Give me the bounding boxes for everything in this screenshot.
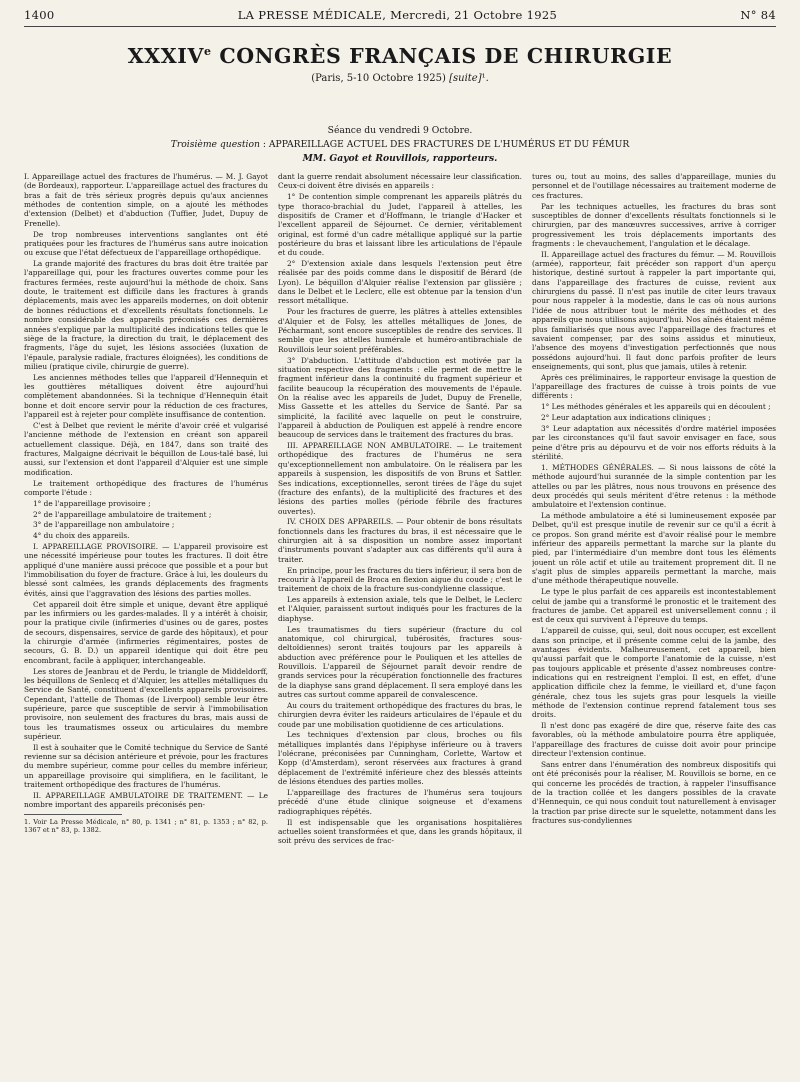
paragraph: 1° Les méthodes générales et les appareils qui en découlent ; (541, 402, 771, 412)
paragraph: 2° de l'appareillage ambulatoire de traitement ; (33, 509, 212, 519)
journal-title: LA PRESSE MÉDICALE, Mercredi, 21 Octobre 1925 (237, 8, 558, 22)
paragraph: 1. MÉTHODES GÉNÉRALES. — Si nous laissons de côté la méthode aujourd'hui surannée de la simple contention par les attelles ou par les plâtres, nous nous trouvons en présence des deux procédés qui seuls méritent d'être retenus : la méthode ambulatoire et l'extension continue. (532, 462, 776, 510)
paragraph: 3° de l'appareillage non ambulatoire ; (33, 520, 175, 530)
paragraph: L'appareil de cuisse, qui, seul, doit nous occuper, est excellent dans son principe, et il présente comme celui de la jambe, des avantages évidents. Malheureusement, cet appareil, bien qu'aussi parfait que le comporte l'anatomie de la cuisse, n'est pas toujours applicable et présente d'assez nombreuses contre-indications qui en restreignent l'emploi. Il est, en effet, d'une application difficile chez la femme, le vieillard et, d'une façon générale, chez tous les sujets gras pour lesquels la vieille méthode de l'extension continue reprend fatalement tous ses droits. (532, 626, 776, 720)
paragraph: 3° D'abduction. L'attitude d'abduction est motivée par la situation respective des fragments : elle permet de mettre le fragment inférieur dans la continuité du fragment supérieur et facilite beaucoup la récupération des mouvements de l'épaule. On la réalise avec les appareils de Judet, Dupuy de Frenelle, Miss Gassette et les attelles du Service de Santé. Par sa simplicité, la facilité avec laquelle on peut le construire, l'appareil à abduction de Pouliquen est appelé à rendre encore beaucoup de services dans le traitement des fractures du bras. (278, 355, 522, 440)
paragraph: Le traitement orthopédique des fractures de l'humérus comporte l'étude : (24, 478, 268, 497)
column-3 (532, 172, 776, 1072)
paragraph: dant la guerre rendait absolument nécessaire leur classification. Ceux-ci doivent être divisés en appareils : (278, 172, 522, 191)
paragraph: Sans entrer dans l'énumération des nombreux dispositifs qui ont été préconisés pour la réaliser, M. Rouvillois se borne, en ce qui concerne les procédés de traction, à rappeler l'insuffisance de la traction collée et les dangers possibles de la cravate d'Hennequin, ce qui nous conduit tout naturellement à envisager la traction par prise directe sur le squelette, notamment dans les fractures sus-condyliennes (532, 759, 776, 826)
session-rapporteurs: MM. Gayot et Rouvillois, rapporteurs. (302, 153, 498, 164)
paragraph: Au cours du traitement orthopédique des fractures du bras, le chirurgien devra éviter les raideurs articulaires de l'épaule et du coude par une mobilisation quotidienne de ces articulations. (278, 700, 522, 729)
paragraph: 1° de l'appareillage provisoire ; (33, 498, 151, 508)
paragraph: C'est à Delbet que revient le mérite d'avoir créé et vulgarisé l'ancienne méthode de l'extension en créant son appareil actuellement classique. Déjà, en 1847, dans son traité des fractures, Malgaigne décrivait le béquillon de Lous-talé basé, lui aussi, sur l'extension et dont l'appareil d'Alquier est une simple modification. (24, 420, 268, 477)
paragraph: Il est à souhaiter que le Comité technique du Service de Santé revienne sur sa décision antérieure et prévoie, pour les fractures du membre supérieur, comme pour celles du membre inférieur, un appareillage provisoire qui simplifiera, en le facilitant, le traitement orthopédique des fractures de l'humérus. (24, 742, 268, 790)
paragraph: Après ces préliminaires, le rapporteur envisage la question de l'appareillage des fractures de cuisse à trois points de vue différents : (532, 372, 776, 401)
paragraph: Les appareils à extension axiale, tels que le Delbet, le Leclerc et l'Alquier, paraissent surtout indiqués pour les fractures de la diaphyse. (278, 595, 522, 623)
article-columns (24, 172, 776, 1072)
paragraph: IV. CHOIX DES APPAREILS. — Pour obtenir de bons résultats fonctionnels dans les fractures du bras, il est nécessaire que le chirurgien ait à sa disposition un nombre assez important d'instruments pouvant s'adapter aux cas différents qu'il aura à traiter. (278, 517, 522, 564)
paragraph: 1° De contention simple comprenant les appareils plâtrés du type thoraco-brachial du Judet, l'appareil à attelles, les dispositifs de Cramer et d'Hoffmann, le triangle d'Hacker et l'excellent appareil de Séjournet. Ce dernier, véritablement original, est formé d'un cadre métallique appliqué sur la partie postérieure du bras et laissant libre les articulations de l'épaule et du coude. (278, 192, 522, 258)
paragraph: En principe, pour les fractures du tiers inférieur, il sera bon de recourir à l'appareil de Broca en flexion aigue du coude ; c'est le traitement de choix de la fracture sus-condylienne classique. (278, 565, 522, 594)
footnote-rule (24, 814, 122, 815)
running-head (24, 8, 776, 27)
session-question: Troisième question : APPAREILLAGE ACTUEL DES FRACTURES DE L'HUMÉRUS ET DU FÉMUR (170, 139, 630, 150)
paragraph: I. APPAREILLAGE PROVISOIRE. — L'appareil provisoire est une nécessité impérieuse pour toutes les fractures. Il doit être appliqué d'une manière aussi précoce que possible et a pour but l'immobilisation du foyer de fracture. Grâce à lui, les douleurs du blessé sont calmées, les grands déplacements des fragments évités, ainsi que l'aggravation des lésions des parties molles. (24, 542, 268, 598)
page-number: 1400 (24, 8, 55, 22)
congress-title: XXXIVe CONGRÈS FRANÇAIS DE CHIRURGIE (127, 44, 673, 68)
paragraph: Les techniques d'extension par clous, broches ou fils métalliques implantés dans l'épiphyse inférieure ou à travers l'olécrane, préconisées par Cunningham, Corlette, Wartow et Kopp (d'Amsterdam), seront réservées aux fractures à grand déplacement de l'extrémité inférieure chez des blessés atteints de lésions étendues des parties molles. (278, 730, 522, 787)
session-date: Séance du vendredi 9 Octobre. (327, 125, 473, 136)
paragraph: 4° du choix des appareils. (33, 531, 130, 541)
issue-number: N° 84 (740, 8, 776, 22)
title-block (0, 44, 800, 84)
paragraph: Les traumatismes du tiers supérieur (fracture du col anatomique, col chirurgical, tubérosités, fractures sous-deltoïdiennes) seront traités toujours par les appareils à abduction avec préférence pour le Pouliquen et les attelles de Rouvillois. L'appareil de Séjournet paraît devoir rendre de grands services pour la récupération fonctionnelle des fractures de la diaphyse sans grand déplacement. Il sera employé dans les autres cas surtout comme appareil de convalescence. (278, 624, 522, 700)
paragraph: Les stores de Jeanbrau et de Perdu, le triangle de Middeldorff, les béquillons de Senlecq et d'Alquier, les attelles métalliques du Service de Santé, constituent d'excellents appareils provisoires. Cependant, l'attelle de Thomas (de Liverpool) semble leur être supérieure, parce que susceptible de servir à l'immobilisation provisoire, non seulement des fractures du bras, mais aussi de tous les traumatismes osseux ou articulaires du membre supérieur. (24, 666, 268, 741)
congress-subtitle: (Paris, 5-10 Octobre 1925) [suite]¹. (311, 73, 489, 84)
paragraph: La méthode ambulatoire a été si lumineusement exposée par Delbet, qu'il est presque inutile de revenir sur ce qu'il a écrit à ce propos. Son grand mérite est d'avoir réalisé pour le membre inférieur des appareils permettant la marche sur la plante du pied, par l'intermédiaire d'un membre dont tous les éléments jouent un rôle actif et utile au traitement proprement dit. Il ne s'agit plus de simples appareils permettant la marche, mais d'une méthode thérapeutique nouvelle. (532, 511, 776, 586)
paragraph: 2° D'extension axiale dans lesquels l'extension peut être réalisée par des poids comme dans le dispositif de Bérard (de Lyon). Le béquillon d'Alquier réalise l'extension par glissière ; dans le Delbet et le Leclerc, elle est obtenue par la tension d'un ressort métallique. (278, 259, 522, 306)
session-block (0, 124, 800, 166)
paragraph: L'appareillage des fractures de l'humérus sera toujours précédé d'une étude clinique soigneuse et d'examens radiographiques répétés. (278, 788, 522, 816)
column-2 (278, 172, 522, 1072)
paragraph: De trop nombreuses interventions sanglantes ont été pratiquées pour les fractures de l'humérus sans autre inoication ou excuse que l'état défectueux de l'appareillage orthopédique. (24, 229, 268, 258)
paragraph: Pour les fractures de guerre, les plâtres à attelles extensibles d'Alquier et de Folsy, les attelles métalliques de Jones, de Pécharmant, sont encore susceptibles de rendre des services. Il semble que les attelles humérale et huméro-antibrachiale de Rouvillois leur soient préférables. (278, 307, 522, 354)
paragraph: La grande majorité des fractures du bras doit être traitée par l'appareillage qui, pour les fractures ouvertes comme pour les fractures fermées, reste aujourd'hui la méthode de choix. Sans doute, le traitement est difficile dans les fractures à grands déplacements, mais avec les appareils modernes, on doit obtenir de bonnes réductions et d'excellents résultats fonctionnels. Le nombre considérable des appareils préconisés ces dernières années s'explique par la multiplicité des indications telles que le siège de la fracture, la direction du trait, le déplacement des fragments, l'âge du sujet, les lésions associées (luxation de l'épaule, paralysie radiale, fractures éloignées), les conditions de milieu (pratique civile, chirurgie de guerre). (24, 259, 268, 371)
paragraph: II. APPAREILLAGE AMBULATOIRE DE TRAITEMENT. — Le nombre important des appareils préconisés pen- (24, 791, 268, 810)
paragraph: Par les techniques actuelles, les fractures du bras sont susceptibles de donner d'excellents résultats fonctionnels si le chirurgien, par des manœuvres successives, arrive à corriger progressivement les trois déplacements importants des fragments : le chevauchement, l'angulation et le décalage. (532, 201, 776, 248)
paragraph: Il est indispensable que les organisations hospitalières actuelles soient transformées et que, dans les grands hôpitaux, il soit prévu des services de frac- (278, 817, 522, 846)
paragraph: 3° Leur adaptation aux nécessités d'ordre matériel imposées par les circonstances qu'il faut savoir envisager en face, sous peine d'être pris au dépourvu et de voir nos efforts réduits à la stérilité. (532, 423, 776, 461)
paragraph: Le type le plus parfait de ces appareils est incontestablement celui de jambe qui a transformé le pronostic et le traitement des fractures de jambe. Cet appareil est universellement connu ; il est de ceux qui survivent à l'épreuve du temps. (532, 587, 776, 625)
column-1 (24, 172, 268, 1072)
paragraph: II. Appareillage actuel des fractures du fémur. — M. Rouvillois (armée), rapporteur, fait précéder son rapport d'un aperçu historique, destiné surtout à rappeler la part importante qui, dans l'appareillage des fractures de cuisse, revient aux chirurgiens du passé. Il n'est pas inutile de citer leurs travaux pour nous rappeler à la modestie, dans le cas où nous aurions l'idée de nous attribuer tout le mérite des méthodes et des appareils que nous utilisons aujourd'hui. Nos aînés étaient même plus familiarisés que nous avec l'appareillage des fractures et savaient compenser, par des soins assidus et minutieux, l'absence des moyens d'investigation perfectionnés que nous possédons aujourd'hui. Il faut donc parfois profiter de leurs enseignements, qui sont, plus que jamais, utiles à retenir. (532, 249, 776, 371)
footnote: 1. Voir La Presse Médicale, n° 80, p. 1341 ; n° 81, p. 1353 ; n° 82, p. 1367 et n° 83, p. 1382. (24, 817, 268, 835)
paragraph: 2° Leur adaptation aux indications cliniques ; (541, 413, 711, 423)
paragraph: Les anciennes méthodes telles que l'appareil d'Hennequin et les gouttières métalliques doivent être aujourd'hui complètement abandonnées. Si la technique d'Hennequin était bonne et doit encore servir pour la réduction de ces fractures, l'appareil est à rejeter pour complète insuffisance de contention. (24, 372, 268, 420)
paragraph: Il n'est donc pas exagéré de dire que, réserve faite des cas favorables, où la méthode ambulatoire pourra être appliquée, l'appareillage des fractures de cuisse doit avoir pour principe directeur l'extension continue. (532, 721, 776, 759)
paragraph: I. Appareillage actuel des fractures de l'humérus. — M. J. Gayot (de Bordeaux), rapporteur. L'appareillage actuel des fractures du bras a fait de très sérieux progrès depuis qu'aux anciennes méthodes de contention simple, on a ajouté les méthodes d'extension (Delbet) et d'abduction (Tuffier, Judet, Dupuy de Frenelle). (24, 172, 268, 228)
paragraph: III. APPAREILLAGE NON AMBULATOIRE. — Le traitement orthopédique des fractures de l'humérus ne sera qu'exceptionnellement non ambulatoire. On le réalisera par les appareils à suspension, les dispositifs de von Bruns et Sattler. Ses indications, exceptionnelles, seront tirées de l'âge du sujet (fracture des enfants), de la multiplicité des fractures et des lésions des parties molles (période fébrile des fractures ouvertes). (278, 441, 522, 516)
paragraph: Cet appareil doit être simple et unique, devant être appliqué par les infirmiers ou les gardes-malades. Il y a intérêt à choisir, pour la pratique civile (infirmeries d'usines ou de gares, postes de secours, dispensaires, service de garde des hôpitaux), et pour la chirurgie d'armée (infirmeries régimentaires, postes de secours, G. B. D.) un appareil identique qui doit être peu encombrant, facile à appliquer, interchangeable. (24, 599, 268, 665)
paragraph: tures ou, tout au moins, des salles d'appareillage, munies du personnel et de l'outillage nécessaires au traitement moderne de ces fractures. (532, 172, 776, 200)
